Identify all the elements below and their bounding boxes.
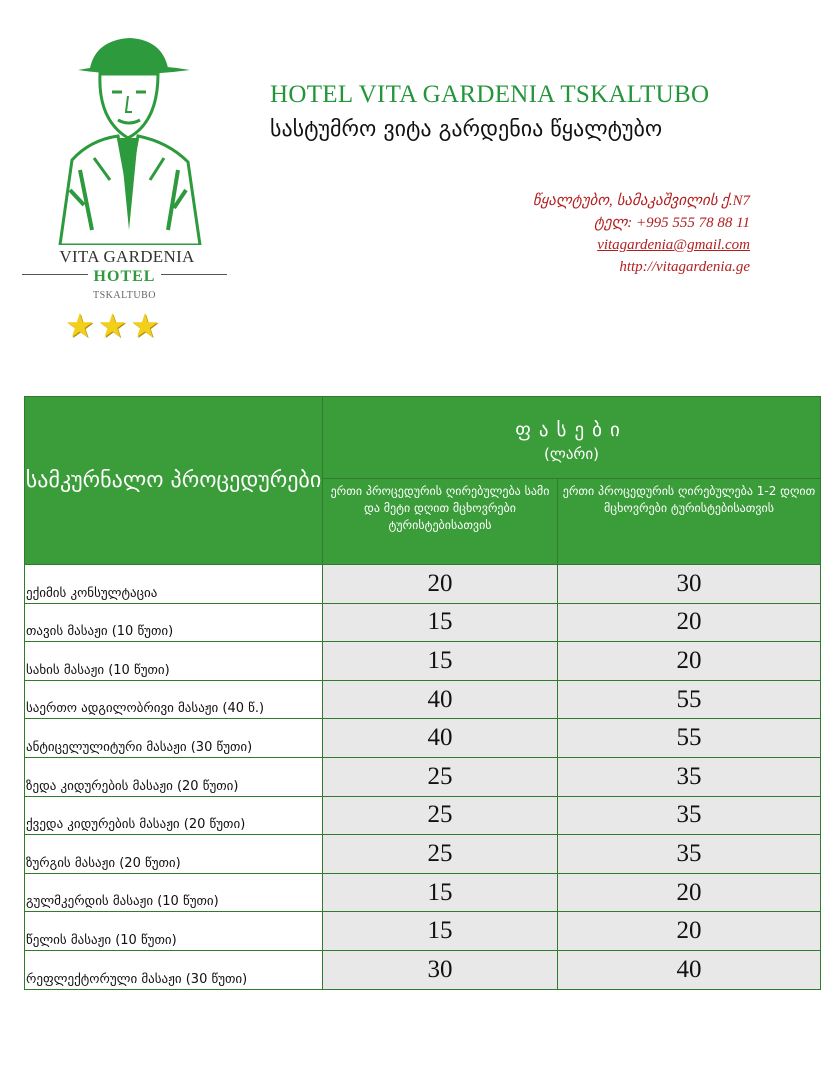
price-3plus-days: 15 xyxy=(323,603,558,642)
procedure-name: საერთო ადგილობრივი მასაჟი (40 წ.) xyxy=(25,680,323,719)
procedure-name: წელის მასაჟი (10 წუთი) xyxy=(25,912,323,951)
logo-name: VITA GARDENIA xyxy=(59,247,195,266)
star-rating-icon: ★★★ xyxy=(65,306,163,345)
table-row xyxy=(25,835,821,874)
table-row xyxy=(25,642,821,681)
currency-label: (ლარი) xyxy=(544,444,599,463)
table-row xyxy=(25,719,821,758)
table-row xyxy=(25,950,821,989)
phone-text: ტელ: +995 555 78 88 11 xyxy=(593,215,750,231)
procedure-name: ზურგის მასაჟი (20 წუთი) xyxy=(25,835,323,874)
col-header-1-2-days: ერთი პროცედურის ღირებულება 1-2 დღით მცხოვრები ტურისტებისათვის xyxy=(558,479,821,565)
price-3plus-days: 20 xyxy=(323,565,558,604)
procedure-name: ზედა კიდურების მასაჟი (20 წუთი) xyxy=(25,757,323,796)
price-1-2-days: 20 xyxy=(558,603,821,642)
price-1-2-days: 20 xyxy=(558,912,821,951)
website-link[interactable]: http://vitagardenia.ge xyxy=(619,259,750,275)
price-3plus-days: 15 xyxy=(323,873,558,912)
procedure-name: ანტიცელულიტური მასაჟი (30 წუთი) xyxy=(25,719,323,758)
price-1-2-days: 20 xyxy=(558,873,821,912)
prices-title: ფასები xyxy=(515,418,628,441)
hotel-logo xyxy=(22,30,232,350)
price-1-2-days: 40 xyxy=(558,950,821,989)
price-3plus-days: 25 xyxy=(323,835,558,874)
price-1-2-days: 20 xyxy=(558,642,821,681)
procedure-name: ექიმის კონსულტაცია xyxy=(25,565,323,604)
price-3plus-days: 25 xyxy=(323,757,558,796)
procedures-header: სამკურნალო პროცედურები xyxy=(25,397,323,565)
procedure-name: რეფლექტორული მასაჟი (30 წუთი) xyxy=(25,950,323,989)
table-row xyxy=(25,873,821,912)
logo-hotel-word: HOTEL xyxy=(22,268,227,286)
table-row xyxy=(25,757,821,796)
procedure-name: ქვედა კიდურების მასაჟი (20 წუთი) xyxy=(25,796,323,835)
procedure-name: სახის მასაჟი (10 წუთი) xyxy=(25,642,323,681)
price-3plus-days: 25 xyxy=(323,796,558,835)
procedure-name: თავის მასაჟი (10 წუთი) xyxy=(25,603,323,642)
table-row xyxy=(25,603,821,642)
table-row xyxy=(25,680,821,719)
price-1-2-days: 35 xyxy=(558,835,821,874)
price-3plus-days: 15 xyxy=(323,912,558,951)
table-row xyxy=(25,796,821,835)
price-1-2-days: 35 xyxy=(558,796,821,835)
price-1-2-days: 30 xyxy=(558,565,821,604)
email-link[interactable]: vitagardenia@gmail.com xyxy=(597,237,750,253)
price-1-2-days: 55 xyxy=(558,680,821,719)
table-row xyxy=(25,912,821,951)
price-3plus-days: 30 xyxy=(323,950,558,989)
prices-header xyxy=(323,397,821,479)
logo-city: TSKALTUBO xyxy=(92,290,157,301)
price-1-2-days: 35 xyxy=(558,757,821,796)
hotel-title: HOTEL VITA GARDENIA TSKALTUBO xyxy=(270,81,710,108)
price-table xyxy=(24,396,821,990)
price-3plus-days: 15 xyxy=(323,642,558,681)
price-3plus-days: 40 xyxy=(323,680,558,719)
hotel-title-georgian: სასტუმრო ვიტა გარდენია წყალტუბო xyxy=(270,117,663,142)
price-1-2-days: 55 xyxy=(558,719,821,758)
price-3plus-days: 40 xyxy=(323,719,558,758)
contact-block xyxy=(533,190,750,278)
procedure-name: გულმკერდის მასაჟი (10 წუთი) xyxy=(25,873,323,912)
col-header-3plus-days: ერთი პროცედურის ღირებულება სამი და მეტი დღით მცხოვრები ტურისტებისათვის xyxy=(323,479,558,565)
table-row xyxy=(25,565,821,604)
gentleman-illustration-icon xyxy=(50,30,210,245)
address-text: წყალტუბო, სამაკაშვილის ქ.N7 xyxy=(532,193,750,209)
